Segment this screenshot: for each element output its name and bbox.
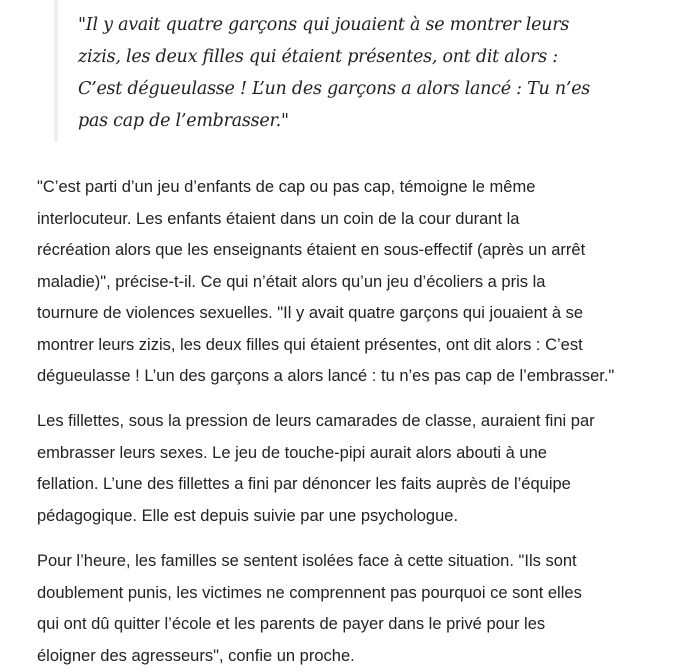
- paragraph-line: "C’est parti d’un jeu d’enfants de cap ou pas cap, témoigne le même: [37, 172, 641, 204]
- quote-line: pas cap de l’embrasser.": [78, 105, 638, 137]
- paragraph-line: interlocuteur. Les enfants étaient dans un coin de la cour durant la: [37, 204, 641, 236]
- paragraph-line: récréation alors que les enseignants étaient en sous-effectif (après un arrêt: [37, 235, 641, 267]
- paragraph-line: Pour l’heure, les familles se sentent isolées face à cette situation. "Ils sont: [37, 546, 641, 578]
- paragraph-3: [37, 546, 641, 672]
- paragraph-line: pédagogique. Elle est depuis suivie par une psychologue.: [37, 501, 641, 533]
- paragraph-1: [37, 172, 641, 393]
- quote-line: "Il y avait quatre garçons qui jouaient à se montrer leurs: [78, 9, 638, 41]
- paragraph-line: fellation. L’une des fillettes a fini par dénoncer les faits auprès de l’équipe: [37, 469, 641, 501]
- paragraph-line: qui ont dû quitter l’école et les parents de payer dans le privé pour les: [37, 609, 641, 641]
- paragraph-line: embrasser leurs sexes. Le jeu de touche-pipi aurait alors abouti à une: [37, 438, 641, 470]
- paragraph-line: tournure de violences sexuelles. "Il y avait quatre garçons qui jouaient à se: [37, 298, 641, 330]
- quote-line: zizis, les deux filles qui étaient présentes, ont dit alors :: [78, 41, 638, 73]
- paragraph-line: montrer leurs zizis, les deux filles qui étaient présentes, ont dit alors : C’est: [37, 330, 641, 362]
- paragraph-line: dégueulasse ! L’un des garçons a alors lancé : tu n’es pas cap de l’embrasser.": [37, 361, 641, 393]
- paragraph-line: doublement punis, les victimes ne comprennent pas pourquoi ce sont elles: [37, 578, 641, 610]
- paragraph-2: [37, 406, 641, 532]
- paragraph-line: Les fillettes, sous la pression de leurs camarades de classe, auraient fini par: [37, 406, 641, 438]
- quote-line: C’est dégueulasse ! L’un des garçons a alors lancé : Tu n’es: [78, 73, 638, 105]
- paragraph-line: maladie)", précise-t-il. Ce qui n’était alors qu’un jeu d’écoliers a pris la: [37, 267, 641, 299]
- blockquote-border: [54, 0, 58, 142]
- paragraph-line: éloigner des agresseurs", confie un proche.: [37, 641, 641, 672]
- blockquote: [78, 9, 638, 137]
